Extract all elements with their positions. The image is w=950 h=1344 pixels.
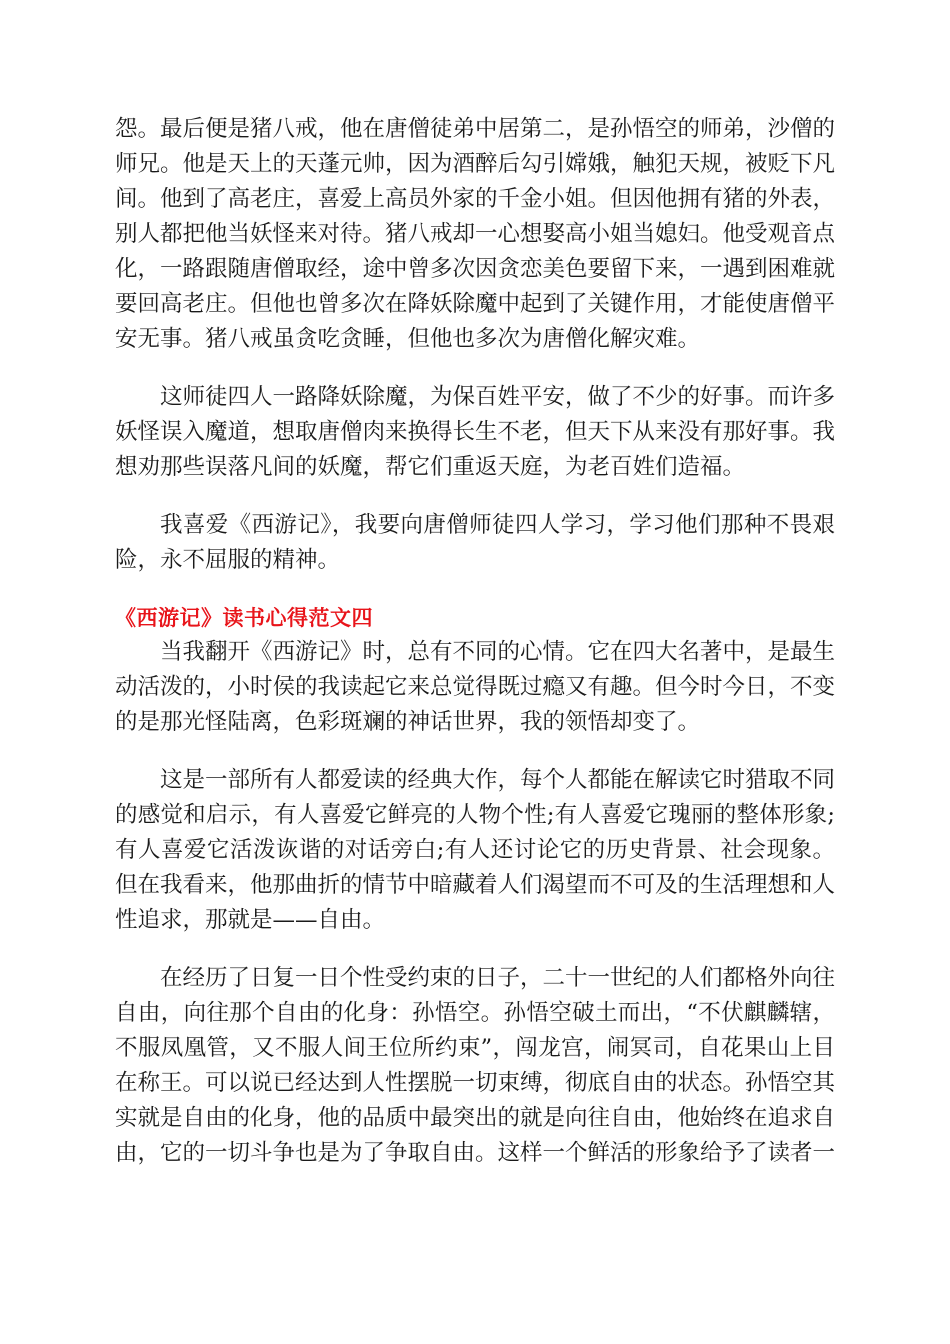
section-heading: 《西游记》读书心得范文四: [115, 606, 373, 630]
body-paragraph: 当我翻开《西游记》时，总有不同的心情。它在四大名著中，是最生动活泼的，小时侯的我读起它来总觉得既过瘾又有趣。但今时今日，不变的是那光怪陆离，色彩斑斓的神话世界，我的领悟却变了。: [115, 639, 836, 735]
body-paragraph: 这师徒四人一路降妖除魔，为保百姓平安，做了不少的好事。而许多妖怪误入魔道，想取唐僧肉来换得长生不老，但天下从来没有那好事。我想劝那些误落凡间的妖魔，帮它们重返天庭，为老百姓们造福。: [115, 384, 836, 480]
body-paragraph: 这是一部所有人都爱读的经典大作，每个人都能在解读它时猎取不同的感觉和启示，有人喜爱它鲜亮的人物个性;有人喜爱它瑰丽的整体形象;有人喜爱它活泼诙谐的对话旁白;有人还讨论它的历史背景、社会现象。但在我看来，他那曲折的情节中暗藏着人们渴望而不可及的生活理想和人性追求，那就是——自由。: [115, 767, 836, 933]
body-paragraph: 怨。最后便是猪八戒，他在唐僧徒弟中居第二，是孙悟空的师弟，沙僧的师兄。他是天上的天蓬元帅，因为酒醉后勾引嫦娥，触犯天规，被贬下凡间。他到了高老庄，喜爱上高员外家的千金小姐。但因他拥有猪的外表，别人都把他当妖怪来对待。猪八戒却一心想娶高小姐当媳妇。他受观音点化，一路跟随唐僧取经，途中曾多次因贪恋美色要留下来，一遇到困难就要回高老庄。但他也曾多次在降妖除魔中起到了关键作用，才能使唐僧平安无事。猪八戒虽贪吃贪睡，但他也多次为唐僧化解灾难。: [115, 116, 836, 352]
body-paragraph: 在经历了日复一日个性受约束的日子，二十一世纪的人们都格外向往自由，向往那个自由的化身：孙悟空。孙悟空破土而出，“不伏麒麟辖，不服凤凰管，又不服人间王位所约束”，闯龙宫，闹冥司，自花果山上目在称王。可以说已经达到人性摆脱一切束缚，彻底自由的状态。孙悟空其实就是自由的化身，他的品质中最突出的就是向往自由，他始终在追求自由，它的一切斗争也是为了争取自由。这样一个鲜活的形象给予了读者一: [115, 965, 836, 1166]
body-paragraph: 我喜爱《西游记》，我要向唐僧师徒四人学习，学习他们那种不畏艰险，永不屈服的精神。: [115, 512, 835, 573]
document-body: [115, 112, 835, 1194]
